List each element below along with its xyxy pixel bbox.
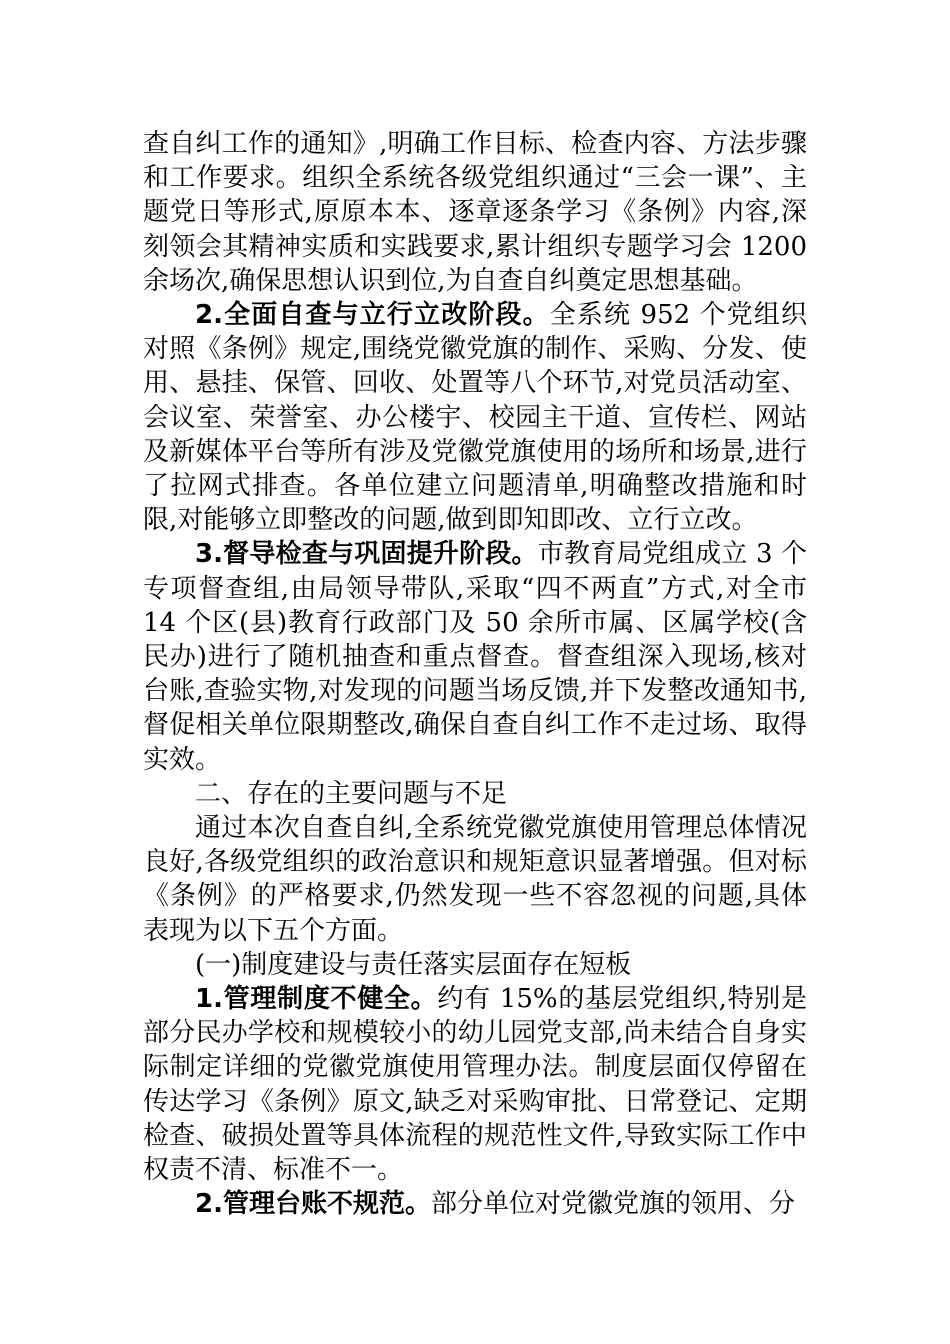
paragraph-text: 部分单位对党徽党旗的领用、分: [430, 1189, 795, 1220]
paragraph-summary: [143, 811, 807, 948]
paragraph-issue-1: [143, 982, 807, 1187]
paragraph-stage-2: [143, 298, 807, 537]
paragraph-text: 全系统 952 个党组织对照《条例》规定,围绕党徽党旗的制作、采购、分发、使用、悬挂、保管、回收、处置等八个环节,对党员活动室、会议室、荣誉室、办公楼宇、校园主干道、宣传栏、网站及新媒体平台等所有涉及党徽党旗使用的场所和场景,进行了拉网式排查。各单位建立问题清单,明确整改措施和时限,对能够立即整改的问题,做到即知即改、立行立改。: [143, 300, 808, 536]
paragraph-text: 通过本次自查自纠,全系统党徽党旗使用管理总体情况良好,各级党组织的政治意识和规矩意识显著增强。但对标《条例》的严格要求,仍然发现一些不容忽视的问题,具体表现为以下五个方面。: [143, 813, 807, 946]
paragraph-text: 约有 15%的基层党组织,特别是部分民办学校和规模较小的幼儿园党支部,尚未结合自身实际制定详细的党徽党旗使用管理办法。制度层面仅停留在传达学习《条例》原文,缺乏对采购审批、日常登记、定期检查、破损处置等具体流程的规范性文件,导致实际工作中权责不清、标准不一。: [143, 984, 808, 1186]
paragraph-stage-3: [143, 537, 807, 776]
heading-text: (一)制度建设与责任落实层面存在短板: [195, 949, 632, 980]
section-heading: [143, 777, 807, 811]
paragraph-lead: 2.管理台账不规范。: [195, 1189, 431, 1220]
paragraph-lead: 1.管理制度不健全。: [195, 984, 438, 1015]
paragraph-text: 查自纠工作的通知》,明确工作目标、检查内容、方法步骤和工作要求。组织全系统各级党组织通过“三会一课”、主题党日等形式,原原本本、逐章逐条学习《条例》内容,深刻领会其精神实质和实践要求,累计组织专题学习会 1200 余场次,确保思想认识到位,为自查自纠奠定思想基础。: [143, 129, 807, 296]
paragraph-continuation: [143, 127, 807, 298]
paragraph-lead: 2.全面自查与立行立改阶段。: [195, 300, 550, 331]
paragraph-lead: 3.督导检查与巩固提升阶段。: [195, 539, 538, 570]
paragraph-text: 市教育局党组成立 3 个专项督查组,由局领导带队,采取“四不两直”方式,对全市 14 个区(县)教育行政部门及 50 余所市属、区属学校(含民办)进行了随机抽查和重点督查。督查组深入现场,核对台账,查验实物,对发现的问题当场反馈,并下发整改通知书,督促相关单位限期整改,确保自查自纠工作不走过场、取得实效。: [143, 539, 808, 775]
paragraph-issue-2: [143, 1187, 807, 1221]
heading-text: 二、存在的主要问题与不足: [195, 778, 508, 809]
subsection-heading: [143, 948, 807, 982]
document-body: [143, 127, 807, 1222]
